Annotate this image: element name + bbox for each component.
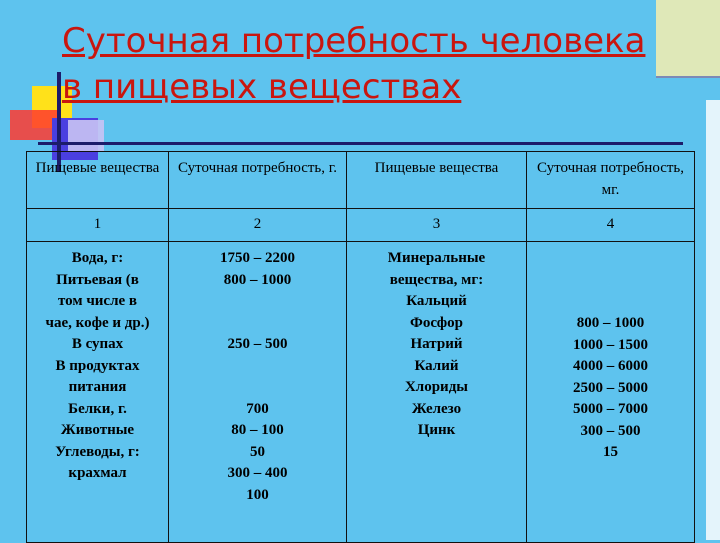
table-number-row: [27, 209, 695, 242]
decor-horizontal-rule: [38, 142, 683, 145]
col2-line: 1750 – 2200: [220, 250, 295, 266]
col4-line: 5000 – 7000: [573, 401, 648, 417]
title-line-2: в пищевых веществах: [62, 67, 462, 107]
col4-line: 300 – 500: [580, 422, 641, 439]
col2-cell: [169, 242, 347, 543]
col4-line: 2500 – 5000: [573, 379, 648, 396]
col1-line: крахмал: [68, 465, 127, 481]
header-cell: Суточная потребность, мг.: [527, 152, 695, 209]
table-header-row: [27, 152, 695, 209]
col2-line: 700: [246, 400, 269, 417]
header-cell: Суточная потребность, г.: [169, 152, 347, 209]
col3-line: Минеральные: [387, 250, 486, 266]
col1-line: Вода, г:: [71, 250, 124, 266]
number-cell: 2: [169, 209, 347, 242]
col1-line: Питьевая (в: [56, 271, 139, 288]
col2-line: 80 – 100: [231, 422, 284, 438]
col1-cell: [27, 242, 169, 543]
col1-line: том числе в: [57, 293, 138, 309]
col2-line: 300 – 400: [227, 465, 288, 481]
col3-line: Натрий: [410, 336, 463, 352]
table-row: [27, 242, 695, 543]
header-cell: Пищевые вещества: [347, 152, 527, 209]
col3-line: Цинк: [417, 422, 456, 438]
col2-line: 50: [250, 443, 265, 460]
col3-line: Кальций: [406, 293, 467, 309]
col4-line: 15: [603, 444, 618, 460]
col1-line: чае, кофе и др.): [45, 314, 150, 331]
header-cell: Пищевые вещества: [27, 152, 169, 209]
col1-line: Животные: [60, 422, 135, 438]
col1-line: Белки, г.: [68, 400, 127, 417]
col4-cell: [527, 242, 695, 543]
col1-line: В супах: [71, 336, 124, 352]
decor-right-strip: [706, 100, 720, 540]
col3-line: Калий: [414, 357, 459, 374]
number-cell: 1: [27, 209, 169, 242]
col2-line: 800 – 1000: [223, 271, 292, 288]
col3-line: вещества, мг:: [389, 271, 484, 288]
col3-line: Железо: [411, 400, 462, 417]
col3-line: Фосфор: [409, 314, 464, 331]
col3-cell: [347, 242, 527, 543]
nutrient-table: [26, 151, 695, 543]
title-line-1: Суточная потребность человека: [62, 21, 646, 61]
col3-line: Хлориды: [404, 379, 469, 395]
col2-line: 250 – 500: [227, 336, 288, 352]
decor-lavender-square: [68, 120, 104, 152]
number-cell: 4: [527, 209, 695, 242]
col1-line: Углеводы, г:: [55, 443, 140, 460]
col1-line: питания: [68, 379, 127, 395]
col1-line: В продуктах: [55, 357, 140, 374]
col4-line: 4000 – 6000: [573, 358, 648, 374]
col2-line: 100: [246, 486, 269, 503]
decor-red-square: [10, 110, 58, 140]
col4-line: 800 – 1000: [576, 315, 645, 331]
slide-title: [62, 18, 682, 110]
col4-line: 1000 – 1500: [573, 336, 648, 353]
number-cell: 3: [347, 209, 527, 242]
